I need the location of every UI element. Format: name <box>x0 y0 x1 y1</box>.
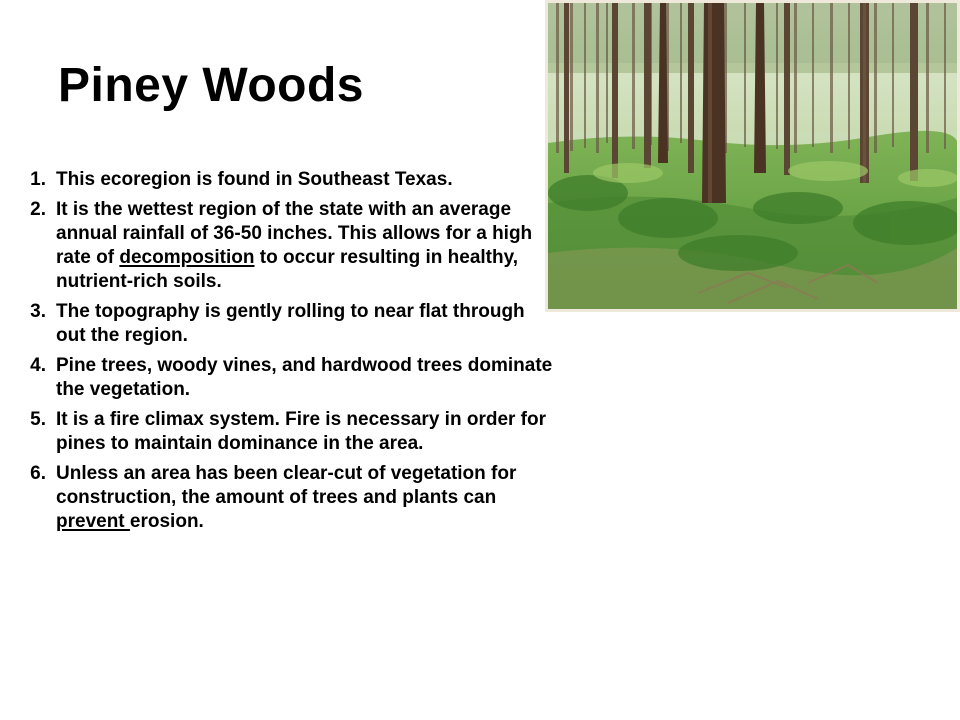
list-item <box>10 354 555 402</box>
text-segment: This ecoregion is found in Southeast Texas. <box>56 169 453 190</box>
list-item-number: 4. <box>30 355 46 376</box>
forest-image <box>548 3 957 309</box>
list-item <box>10 198 555 294</box>
list-item <box>10 462 555 534</box>
list-item-number: 5. <box>30 409 46 430</box>
list-item-text <box>46 300 555 348</box>
list-item-number: 1. <box>30 169 46 190</box>
text-segment: Unless an area has been clear-cut of vegetation for construction, the amount of trees and plants can <box>56 463 517 508</box>
list-item-number: 2. <box>30 199 46 220</box>
slide-title: Piney Woods <box>58 59 364 112</box>
text-segment: erosion. <box>129 511 204 532</box>
pine-forest-photo <box>545 0 960 312</box>
list-item-number: 3. <box>30 301 46 322</box>
list-item-text <box>46 168 555 192</box>
list-item-text <box>46 462 555 534</box>
text-segment: It is the wettest region of the state with an average annual rainfall of 36-50 inches. This allows for a high rate of <box>56 199 533 268</box>
list-item <box>10 168 555 192</box>
text-segment: to occur resulting in healthy, nutrient-rich soils. <box>56 247 519 292</box>
list-item-text <box>46 354 555 402</box>
list-item <box>10 300 555 348</box>
underlined-term: prevent <box>56 511 130 532</box>
list-item <box>10 408 555 456</box>
list-item-number: 6. <box>30 463 46 484</box>
bullet-list <box>10 168 555 540</box>
text-segment: Pine trees, woody vines, and hardwood trees dominate the vegetation. <box>56 355 553 400</box>
list-item-text <box>46 198 555 294</box>
underlined-term: decomposition <box>119 247 255 268</box>
list-item-text <box>46 408 555 456</box>
text-segment: The topography is gently rolling to near flat through out the region. <box>56 301 525 346</box>
text-segment: It is a fire climax system. Fire is necessary in order for pines to maintain dominance in the area. <box>56 409 547 454</box>
